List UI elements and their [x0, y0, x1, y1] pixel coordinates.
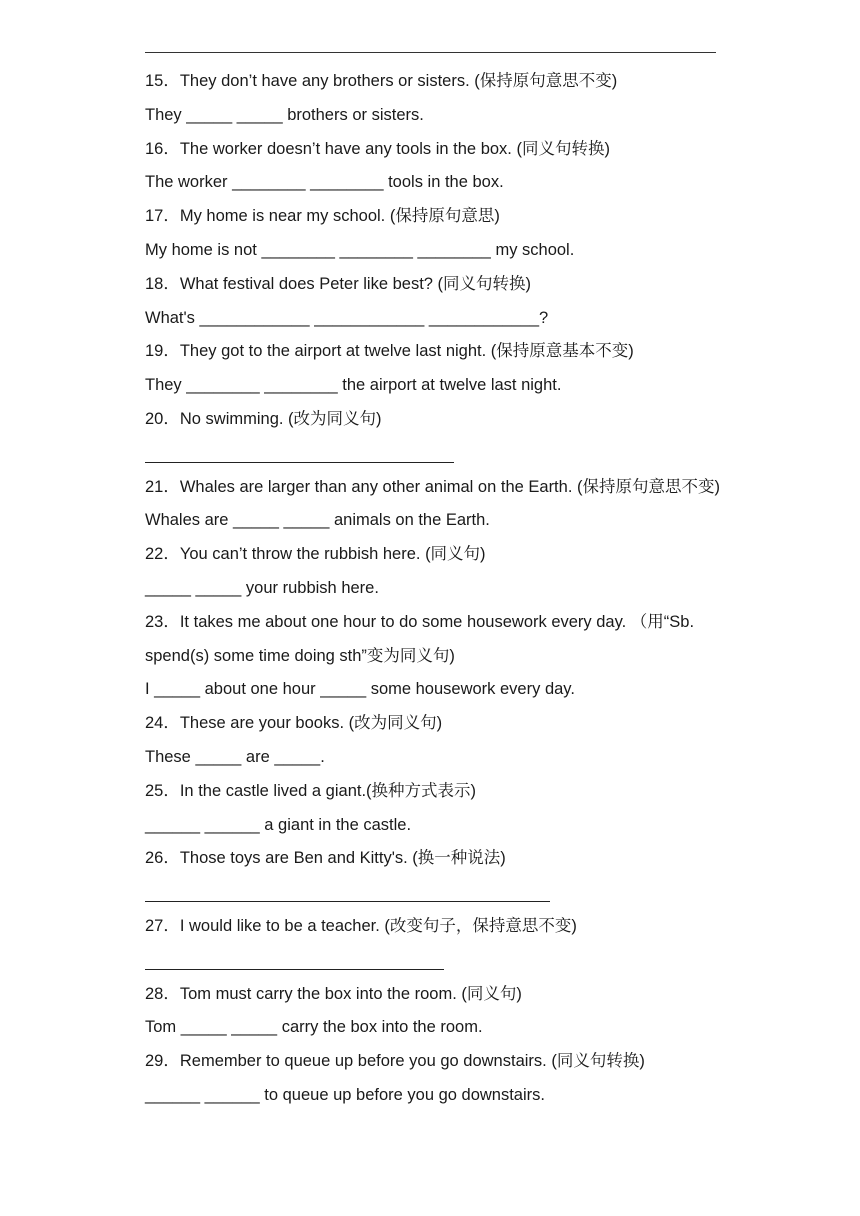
answer-23[interactable]: I _____ about one hour _____ some housework every day. [145, 680, 575, 699]
question-26: 26．Those toys are Ben and Kitty's. (换一种说法) [145, 849, 506, 868]
question-29: 29．Remember to queue up before you go downstairs. (同义句转换) [145, 1052, 645, 1071]
question-23: 23．It takes me about one hour to do some housework every day. （用“Sb. spend(s) some time doing sth”变为同义句) [145, 612, 699, 665]
answer-25[interactable]: ______ ______ a giant in the castle. [145, 815, 412, 834]
answer-20-line[interactable] [145, 437, 720, 471]
exercise-list [145, 65, 720, 1113]
question-25: 25．In the castle lived a giant.(换种方式表示) [145, 781, 477, 800]
question-22: 22．You can’t throw the rubbish here. (同义句) [145, 545, 486, 564]
question-28: 28．Tom must carry the box into the room. (同义句) [145, 984, 522, 1003]
answer-29[interactable]: ______ ______ to queue up before you go downstairs. [145, 1085, 545, 1104]
answer-26-line[interactable] [145, 876, 720, 910]
question-21: 21．Whales are larger than any other animal on the Earth. (保持原句意思不变) [145, 477, 720, 496]
question-20: 20．No swimming. (改为同义句) [145, 409, 382, 428]
question-16: 16．The worker doesn’t have any tools in the box. (同义句转换) [145, 139, 610, 158]
question-18: 18．What festival does Peter like best? (同义句转换) [145, 274, 532, 293]
answer-24[interactable]: These _____ are _____. [145, 747, 325, 766]
answer-18[interactable]: What's ____________ ____________ ____________? [145, 308, 549, 327]
question-15: 15．They don’t have any brothers or sisters. (保持原句意思不变) [145, 72, 618, 90]
answer-17[interactable]: My home is not ________ ________ ________ my school. [145, 240, 575, 259]
question-17: 17．My home is near my school. (保持原句意思) [145, 207, 500, 226]
header-rule [145, 52, 716, 53]
answer-22[interactable]: _____ _____ your rubbish here. [145, 578, 379, 597]
question-24: 24．These are your books. (改为同义句) [145, 714, 443, 733]
answer-16[interactable]: The worker ________ ________ tools in the box. [145, 173, 504, 192]
question-27: 27．I would like to be a teacher. (改变句子，保持意思不变) [145, 916, 577, 935]
question-19: 19．They got to the airport at twelve last night. (保持原意基本不变) [145, 342, 634, 361]
answer-19[interactable]: They ________ ________ the airport at twelve last night. [145, 376, 562, 395]
answer-15[interactable]: They _____ _____ brothers or sisters. [145, 105, 424, 124]
answer-28[interactable]: Tom _____ _____ carry the box into the room. [145, 1018, 483, 1037]
answer-21[interactable]: Whales are _____ _____ animals on the Earth. [145, 511, 490, 530]
answer-27-line[interactable] [145, 944, 720, 978]
